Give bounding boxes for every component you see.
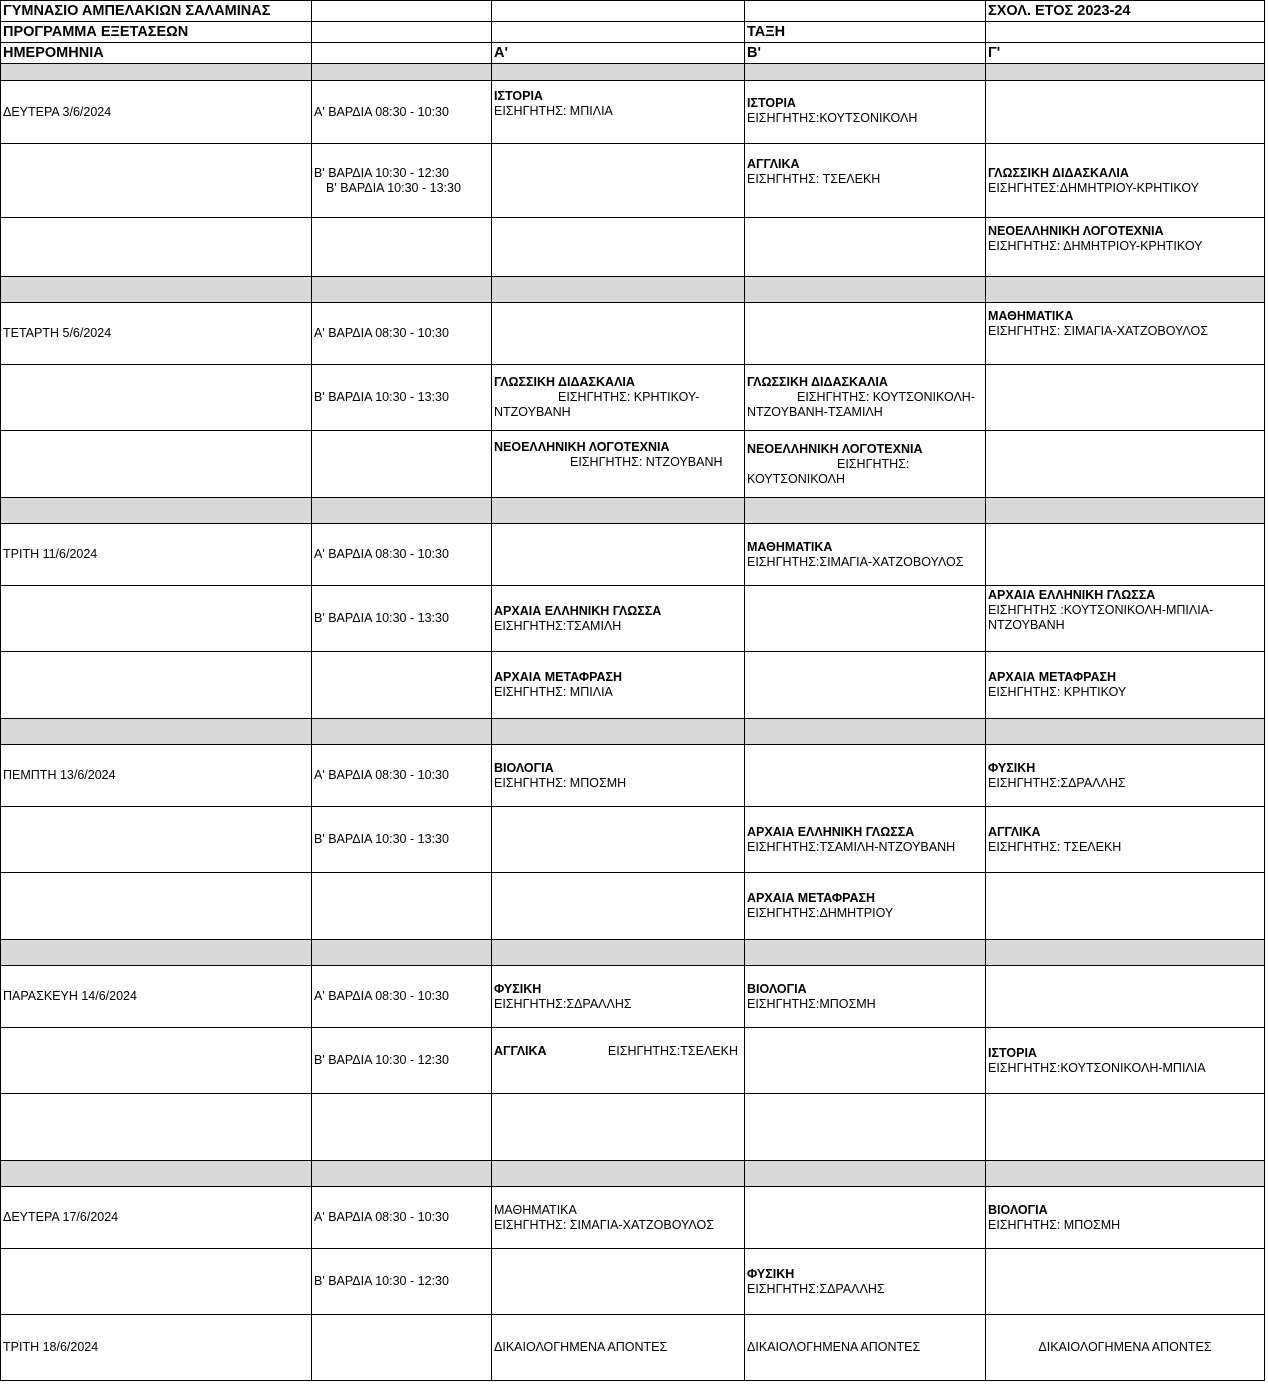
table-row — [1, 1094, 1265, 1161]
exam-shift: Α' ΒΑΡΔΙΑ 08:30 - 10:30 — [312, 303, 492, 365]
class-label: ΤΑΞΗ — [745, 22, 986, 43]
class-b-exam: ΑΓΓΛΙΚΑ ΕΙΣΗΓΗΤΗΣ: ΤΣΕΛΕΚΗ — [745, 144, 986, 218]
exam-date: ΤΡΙΤΗ 11/6/2024 — [1, 524, 312, 586]
table-row — [1, 1315, 1265, 1381]
class-a-header: Α' — [492, 43, 745, 64]
school-name: ΓΥΜΝΑΣΙΟ ΑΜΠΕΛΑΚΙΩΝ ΣΑΛΑΜΙΝΑΣ — [1, 1, 312, 22]
class-c-exam: ΑΡΧΑΙΑ ΕΛΛΗΝΙΚΗ ΓΛΩΣΣΑ ΕΙΣΗΓΗΤΗΣ :ΚΟΥΤΣΟΝΙΚΟΛΗ-ΜΠΙΛΙΑ- ΝΤΖΟΥΒΑΝΗ — [986, 586, 1265, 652]
class-c-exam: ΑΓΓΛΙΚΑ ΕΙΣΗΓΗΤΗΣ: ΤΣΕΛΕΚΗ — [986, 807, 1265, 873]
class-c-exam: ΒΙΟΛΟΓΙΑ ΕΙΣΗΓΗΤΗΣ: ΜΠΟΣΜΗ — [986, 1187, 1265, 1249]
exam-shift: Β' ΒΑΡΔΙΑ 10:30 - 12:30 — [312, 1028, 492, 1094]
class-a-exam: ΜΑΘΗΜΑΤΙΚΑ ΕΙΣΗΓΗΤΗΣ: ΣΙΜΑΓΙΑ-ΧΑΤΖΟΒΟΥΛΟΣ — [492, 1187, 745, 1249]
exam-shift: Β' ΒΑΡΔΙΑ 10:30 - 13:30 — [312, 365, 492, 431]
exam-shift: Α' ΒΑΡΔΙΑ 08:30 - 10:30 — [312, 524, 492, 586]
class-b-exam: ΜΑΘΗΜΑΤΙΚΑ ΕΙΣΗΓΗΤΗΣ:ΣΙΜΑΓΙΑ-ΧΑΤΖΟΒΟΥΛΟΣ — [745, 524, 986, 586]
class-b-exam: ΑΡΧΑΙΑ ΜΕΤΑΦΡΑΣΗ ΕΙΣΗΓΗΤΗΣ:ΔΗΜΗΤΡΙΟΥ — [745, 873, 986, 940]
class-b-exam: ΦΥΣΙΚΗ ΕΙΣΗΓΗΤΗΣ:ΣΔΡΑΛΛΗΣ — [745, 1249, 986, 1315]
separator-row — [1, 719, 1265, 745]
table-row — [1, 1028, 1265, 1094]
class-a-exam: ΔΙΚΑΙΟΛΟΓΗΜΕΝΑ ΑΠΟΝΤΕΣ — [492, 1315, 745, 1381]
class-c-exam: ΦΥΣΙΚΗ ΕΙΣΗΓΗΤΗΣ:ΣΔΡΑΛΛΗΣ — [986, 745, 1265, 807]
class-c-exam: ΙΣΤΟΡΙΑ ΕΙΣΗΓΗΤΗΣ:ΚΟΥΤΣΟΝΙΚΟΛΗ-ΜΠΙΛΙΑ — [986, 1028, 1265, 1094]
table-row — [1, 218, 1265, 277]
table-row — [1, 431, 1265, 498]
class-c-exam: ΔΙΚΑΙΟΛΟΓΗΜΕΝΑ ΑΠΟΝΤΕΣ — [986, 1315, 1265, 1381]
exam-date: ΠΕΜΠΤΗ 13/6/2024 — [1, 745, 312, 807]
header-row-columns — [1, 43, 1265, 64]
header-row-program — [1, 22, 1265, 43]
exam-shift: Α' ΒΑΡΔΙΑ 08:30 - 10:30 — [312, 1187, 492, 1249]
table-row — [1, 652, 1265, 719]
exam-shift: Β' ΒΑΡΔΙΑ 10:30 - 13:30 — [312, 586, 492, 652]
class-a-exam: ΙΣΤΟΡΙΑ ΕΙΣΗΓΗΤΗΣ: ΜΠΙΛΙΑ — [492, 81, 745, 144]
class-b-exam: ΝΕΟΕΛΛΗΝΙΚΗ ΛΟΓΟΤΕΧΝΙΑ ΕΙΣΗΓΗΤΗΣ: ΚΟΥΤΣΟΝΙΚΟΛΗ — [745, 431, 986, 498]
separator-row — [1, 498, 1265, 524]
exam-date: ΤΡΙΤΗ 18/6/2024 — [1, 1315, 312, 1381]
exam-date: ΠΑΡΑΣΚΕΥΗ 14/6/2024 — [1, 966, 312, 1028]
class-a-exam: ΝΕΟΕΛΛΗΝΙΚΗ ΛΟΓΟΤΕΧΝΙΑ ΕΙΣΗΓΗΤΗΣ: ΝΤΖΟΥΒΑΝΗ — [492, 431, 745, 498]
exam-shift: Β' ΒΑΡΔΙΑ 10:30 - 13:30 — [312, 807, 492, 873]
exam-date: ΤΕΤΑΡΤΗ 5/6/2024 — [1, 303, 312, 365]
class-a-exam: ΑΡΧΑΙΑ ΜΕΤΑΦΡΑΣΗ ΕΙΣΗΓΗΤΗΣ: ΜΠΙΛΙΑ — [492, 652, 745, 719]
class-b-exam: ΑΡΧΑΙΑ ΕΛΛΗΝΙΚΗ ΓΛΩΣΣΑ ΕΙΣΗΓΗΤΗΣ:ΤΣΑΜΙΛΗ-ΝΤΖΟΥΒΑΝΗ — [745, 807, 986, 873]
program-title: ΠΡΟΓΡΑΜΜΑ ΕΞΕΤΑΣΕΩΝ — [1, 22, 312, 43]
table-row — [1, 807, 1265, 873]
exam-date: ΔΕΥΤΕΡΑ 17/6/2024 — [1, 1187, 312, 1249]
exam-date: ΔΕΥΤΕΡΑ 3/6/2024 — [1, 81, 312, 144]
class-c-exam: ΜΑΘΗΜΑΤΙΚΑ ΕΙΣΗΓΗΤΗΣ: ΣΙΜΑΓΙΑ-ΧΑΤΖΟΒΟΥΛΟΣ — [986, 303, 1265, 365]
class-b-exam: ΔΙΚΑΙΟΛΟΓΗΜΕΝΑ ΑΠΟΝΤΕΣ — [745, 1315, 986, 1381]
table-row — [1, 966, 1265, 1028]
class-a-exam: ΓΛΩΣΣΙΚΗ ΔΙΔΑΣΚΑΛΙΑ ΕΙΣΗΓΗΤΗΣ: ΚΡΗΤΙΚΟΥ- ΝΤΖΟΥΒΑΝΗ — [492, 365, 745, 431]
table-row — [1, 1249, 1265, 1315]
table-row — [1, 873, 1265, 940]
class-a-exam: ΑΓΓΛΙΚΑ ΕΙΣΗΓΗΤΗΣ:ΤΣΕΛΕΚΗ — [492, 1028, 745, 1094]
table-row — [1, 81, 1265, 144]
exam-shift: Β' ΒΑΡΔΙΑ 10:30 - 12:30 — [312, 1249, 492, 1315]
table-row — [1, 303, 1265, 365]
class-c-exam: ΓΛΩΣΣΙΚΗ ΔΙΔΑΣΚΑΛΙΑ ΕΙΣΗΓΗΤΕΣ:ΔΗΜΗΤΡΙΟΥ-ΚΡΗΤΙΚΟΥ — [986, 144, 1265, 218]
class-a-exam: ΑΡΧΑΙΑ ΕΛΛΗΝΙΚΗ ΓΛΩΣΣΑ ΕΙΣΗΓΗΤΗΣ:ΤΣΑΜΙΛΗ — [492, 586, 745, 652]
school-year: ΣΧΟΛ. ΕΤΟΣ 2023-24 — [986, 1, 1265, 22]
class-b-exam: ΓΛΩΣΣΙΚΗ ΔΙΔΑΣΚΑΛΙΑ ΕΙΣΗΓΗΤΗΣ: ΚΟΥΤΣΟΝΙΚΟΛΗ- ΝΤΖΟΥΒΑΝΗ-ΤΣΑΜΙΛΗ — [745, 365, 986, 431]
class-a-exam: ΒΙΟΛΟΓΙΑ ΕΙΣΗΓΗΤΗΣ: ΜΠΟΣΜΗ — [492, 745, 745, 807]
class-c-exam: ΑΡΧΑΙΑ ΜΕΤΑΦΡΑΣΗ ΕΙΣΗΓΗΤΗΣ: ΚΡΗΤΙΚΟΥ — [986, 652, 1265, 719]
exam-shift: Β' ΒΑΡΔΙΑ 10:30 - 12:30 Β' ΒΑΡΔΙΑ 10:30 - 13:30 — [312, 144, 492, 218]
class-c-header: Γ' — [986, 43, 1265, 64]
class-b-header: Β' — [745, 43, 986, 64]
separator-row — [1, 64, 1265, 81]
exam-shift: Α' ΒΑΡΔΙΑ 08:30 - 10:30 — [312, 745, 492, 807]
exam-shift: Α' ΒΑΡΔΙΑ 08:30 - 10:30 — [312, 966, 492, 1028]
class-a-exam: ΦΥΣΙΚΗ ΕΙΣΗΓΗΤΗΣ:ΣΔΡΑΛΛΗΣ — [492, 966, 745, 1028]
table-row — [1, 745, 1265, 807]
separator-row — [1, 940, 1265, 966]
table-row — [1, 1187, 1265, 1249]
separator-row — [1, 1161, 1265, 1187]
class-b-exam: ΒΙΟΛΟΓΙΑ ΕΙΣΗΓΗΤΗΣ:ΜΠΟΣΜΗ — [745, 966, 986, 1028]
date-column-header: ΗΜΕΡΟΜΗΝΙΑ — [1, 43, 312, 64]
exam-shift: Α' ΒΑΡΔΙΑ 08:30 - 10:30 — [312, 81, 492, 144]
table-row — [1, 144, 1265, 218]
table-row — [1, 365, 1265, 431]
class-b-exam: ΙΣΤΟΡΙΑ ΕΙΣΗΓΗΤΗΣ:ΚΟΥΤΣΟΝΙΚΟΛΗ — [745, 81, 986, 144]
table-row — [1, 524, 1265, 586]
header-row-school — [1, 1, 1265, 22]
class-c-exam: ΝΕΟΕΛΛΗΝΙΚΗ ΛΟΓΟΤΕΧΝΙΑ ΕΙΣΗΓΗΤΗΣ: ΔΗΜΗΤΡΙΟΥ-ΚΡΗΤΙΚΟΥ — [986, 218, 1265, 277]
separator-row — [1, 277, 1265, 303]
table-row — [1, 586, 1265, 652]
